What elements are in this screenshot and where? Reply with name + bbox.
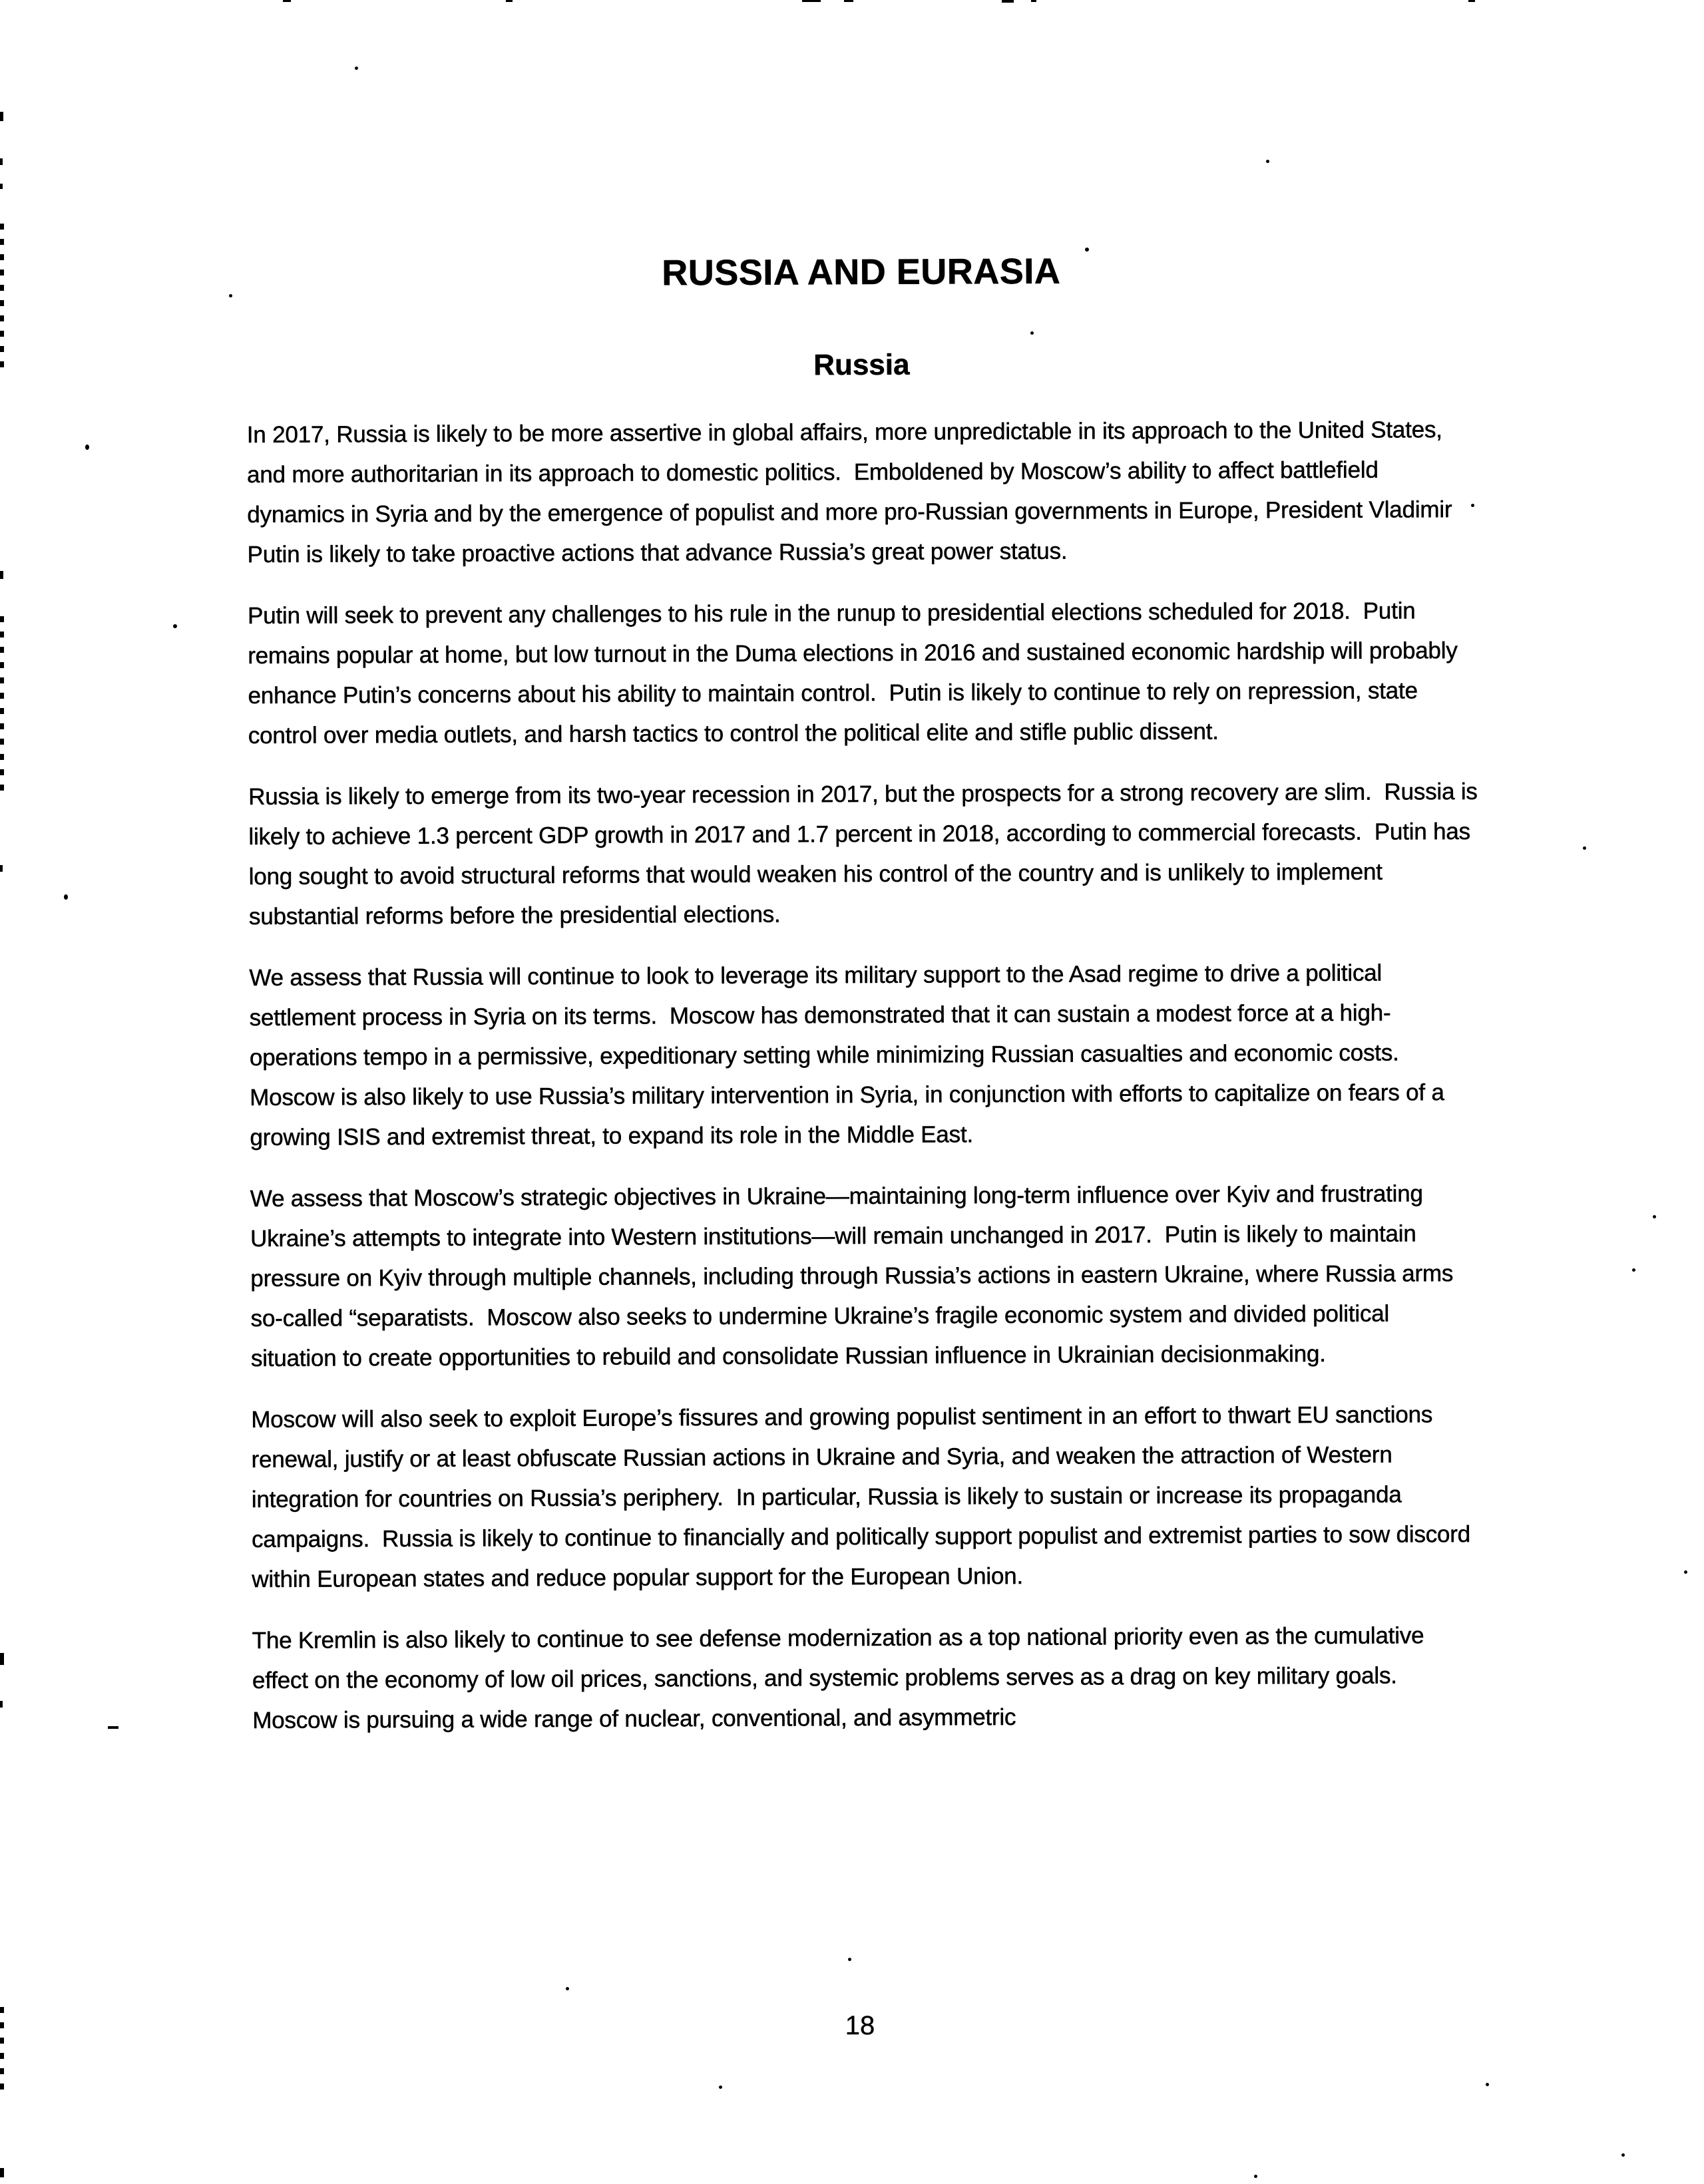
scan-artifact: [0, 865, 3, 872]
scan-artifact: [0, 184, 3, 189]
scan-artifact: [0, 2168, 4, 2177]
scan-artifact: [0, 616, 4, 793]
scan-speck: [719, 2086, 722, 2089]
scan-speck: [1653, 1215, 1656, 1218]
scan-artifact: [0, 2007, 4, 2091]
body-text: [247, 410, 1483, 1741]
scan-speck: [1632, 1268, 1635, 1272]
scan-artifact: [0, 224, 4, 374]
body-paragraph: The Kremlin is also likely to continue to see defense modernization as a top national priority even as the cumulative effect on the economy of low oil prices, sanctions, and systemic problems serves as a drag on key military goals. Moscow is pursuing a wide range of nuclear, conventional, and asymmetric: [252, 1622, 1430, 1734]
body-paragraph: We assess that Moscow’s strategic objectives in Ukraine—maintaining long-term influence over Kyiv and frustrating Ukraine’s attempts to integrate into Western institutions—will remain unchanged in 2017. Putin is likely to maintain pressure on Kyiv through multiple channels, including through Russia’s actions in eastern Ukraine, where Russia arms so-called “separatists. Moscow also seeks to undermine Ukraine’s fragile economic system and divided political situation to create opportunities to rebuild and consolidate Russian influence in Ukrainian decisionmaking.: [250, 1181, 1460, 1372]
scan-speck: [848, 1958, 851, 1961]
scan-speck: [566, 1987, 569, 1990]
body-paragraph: In 2017, Russia is likely to be more assertive in global affairs, more unpredictable in its approach to the United States, and more authoritarian in its approach to domestic politics. Emboldened by Moscow’s ability to affect battlefield dynamics in Syria and by the emergence of populist and more pro-Russian governments in Europe, President Vladimir Putin is likely to take proactive actions that advance Russia’s great power status.: [246, 417, 1458, 568]
page-content: [245, 0, 1483, 1762]
scan-artifact: [0, 112, 3, 121]
body-paragraph: Moscow will also seek to exploit Europe’s fissures and growing populist sentiment in an effort to thwart EU sanctions renewal, justify or at least obfuscate Russian actions in Ukraine and Syria, and weaken the attraction of Western integration for countries on Russia’s periphery. In particular, Russia is likely to sustain or increase its propaganda campaigns. Russia is likely to continue to financially and politically support populist and extremist parties to sow discord within European states and reduce popular support for the European Union.: [251, 1401, 1477, 1593]
scan-artifact: [0, 1653, 4, 1665]
section-heading: Russia: [813, 348, 910, 382]
scan-artifact: [0, 1701, 3, 1708]
scan-speck: [1254, 2175, 1257, 2178]
scan-speck: [173, 624, 177, 628]
page-number: 18: [845, 2011, 875, 2040]
scan-speck: [1621, 2153, 1625, 2157]
scan-speck: [64, 894, 68, 900]
scan-speck: [1583, 846, 1586, 850]
scan-speck: [85, 445, 89, 450]
scan-artifact: [283, 0, 291, 2]
body-paragraph: Russia is likely to emerge from its two-year recession in 2017, but the prospects for a strong recovery are slim. Russia is likely to achieve 1.3 percent GDP growth in 2017 and 1.7 percent in 2018, according to commercial forecasts. Putin has long sought to avoid structural reforms that would weaken his control of the country and is unlikely to implement substantial reforms before the presidential elections.: [248, 778, 1484, 930]
scan-speck: [1486, 2083, 1489, 2086]
scan-speck: [108, 1726, 118, 1729]
scan-speck: [229, 294, 232, 297]
scan-speck: [1684, 1570, 1687, 1574]
scan-artifact: [0, 571, 3, 579]
page-title: RUSSIA AND EURASIA: [662, 251, 1061, 293]
body-paragraph: We assess that Russia will continue to look to leverage its military support to the Asad regime to drive a political settlement process in Syria on its terms. Moscow has demonstrated that it can sustain a modest force at a high-operations tempo in a permissive, expeditionary setting while minimizing Russian casualties and economic costs. Moscow is also likely to use Russia’s military intervention in Syria, in conjunction with efforts to capitalize on fears of a growing ISIS and extremist threat, to expand its role in the Middle East.: [249, 960, 1451, 1151]
scan-artifact: [0, 158, 3, 165]
body-paragraph: Putin will seek to prevent any challenges to his rule in the runup to presidential elections scheduled for 2018. Putin remains popular at home, but low turnout in the Duma elections in 2016 and sustained economic hardship will probably enhance Putin’s concerns about his ability to maintain control. Putin is likely to continue to rely on repression, state control over media outlets, and harsh tactics to control the political elite and stifle public dissent.: [247, 598, 1464, 749]
